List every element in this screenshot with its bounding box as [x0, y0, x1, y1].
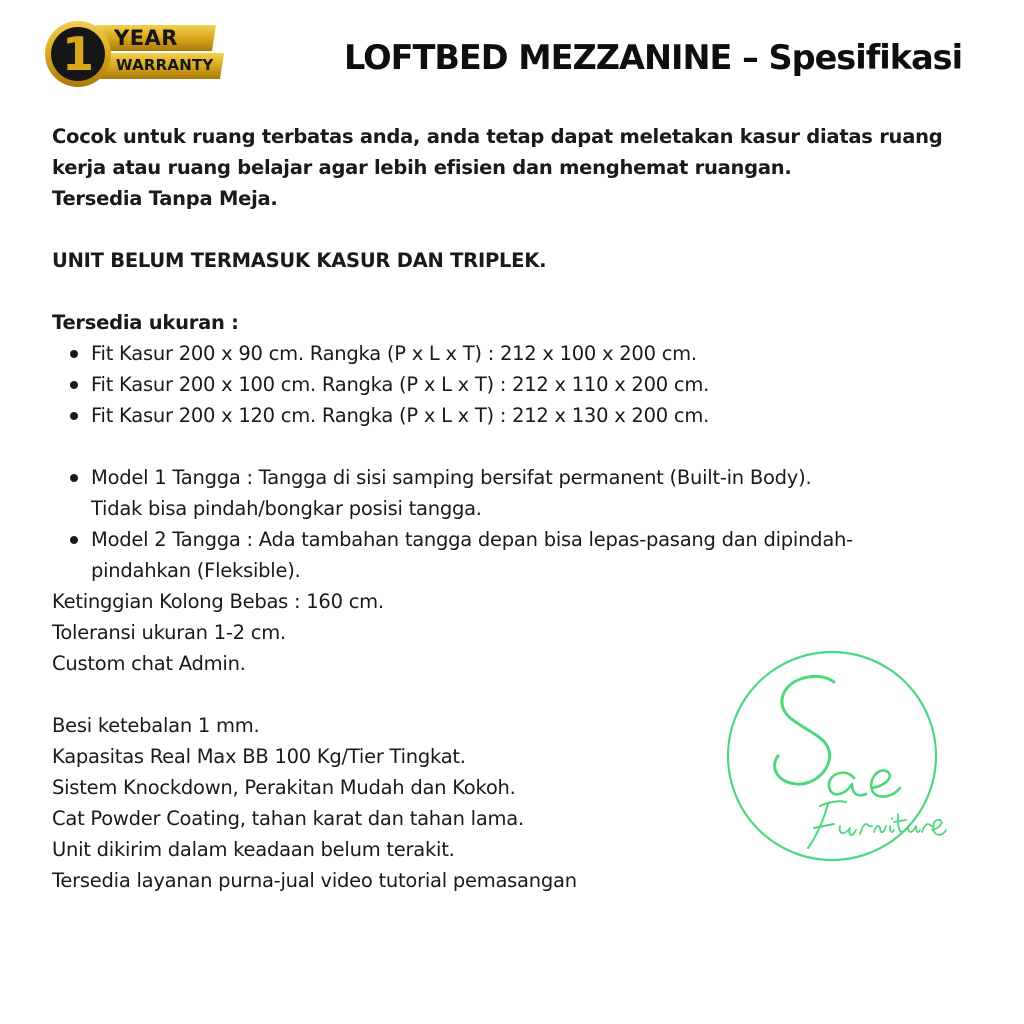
list-item: [52, 338, 982, 369]
feature-line: Unit dikirim dalam keadaan belum terakit.: [52, 838, 455, 861]
models-list: [52, 462, 982, 586]
page-title: LOFTBED MEZZANINE – Spesifikasi: [344, 38, 963, 77]
intro-line-3: Tersedia Tanpa Meja.: [52, 187, 278, 210]
warranty-badge: [44, 18, 226, 90]
spacer: [52, 214, 982, 245]
detail-line: Custom chat Admin.: [52, 652, 246, 675]
list-item: [52, 369, 982, 400]
model-2-line-2: pindahkan (Fleksible).: [91, 559, 301, 582]
warranty-year-label: YEAR: [114, 26, 178, 50]
model-1-line-2: Tidak bisa pindah/bongkar posisi tangga.: [91, 497, 482, 520]
list-item: [52, 524, 982, 586]
size-item-text: Fit Kasur 200 x 100 cm. Rangka (P x L x T) : 212 x 110 x 200 cm.: [91, 373, 710, 396]
model-2-line-1: Model 2 Tangga : Ada tambahan tangga depan bisa lepas-pasang dan dipindah-: [91, 528, 853, 551]
bullet-icon: [70, 350, 78, 358]
feature-line: Besi ketebalan 1 mm.: [52, 714, 260, 737]
list-item: [52, 400, 982, 431]
bullet-icon: [70, 536, 78, 544]
sizes-heading: Tersedia ukuran :: [52, 311, 239, 334]
feature-line: Sistem Knockdown, Perakitan Mudah dan Kokoh.: [52, 776, 516, 799]
size-item-text: Fit Kasur 200 x 90 cm. Rangka (P x L x T) : 212 x 100 x 200 cm.: [91, 342, 697, 365]
model-1-line-1: Model 1 Tangga : Tangga di sisi samping bersifat permanent (Built-in Body).: [91, 466, 812, 489]
spacer: [52, 276, 982, 307]
sizes-list: [52, 338, 982, 431]
bullet-icon: [70, 412, 78, 420]
notice-text: UNIT BELUM TERMASUK KASUR DAN TRIPLEK.: [52, 249, 547, 272]
size-item-text: Fit Kasur 200 x 120 cm. Rangka (P x L x T) : 212 x 130 x 200 cm.: [91, 404, 710, 427]
intro-line-2: kerja atau ruang belajar agar lebih efisien dan menghemat ruangan.: [52, 156, 792, 179]
list-item: [52, 462, 982, 524]
bullet-icon: [70, 381, 78, 389]
intro-line-1: Cocok untuk ruang terbatas anda, anda tetap dapat meletakan kasur diatas ruang: [52, 125, 943, 148]
feature-line: Tersedia layanan purna-jual video tutorial pemasangan: [52, 869, 577, 892]
detail-line: Toleransi ukuran 1-2 cm.: [52, 621, 286, 644]
logo-mark: [722, 648, 948, 874]
spacer: [52, 431, 982, 462]
feature-line: Cat Powder Coating, tahan karat dan tahan lama.: [52, 807, 524, 830]
warranty-number: 1: [61, 27, 94, 81]
detail-line: Ketinggian Kolong Bebas : 160 cm.: [52, 590, 384, 613]
sae-furniture-logo: [722, 648, 948, 874]
bullet-icon: [70, 474, 78, 482]
warranty-label: WARRANTY: [116, 56, 214, 74]
feature-line: Kapasitas Real Max BB 100 Kg/Tier Tingkat.: [52, 745, 466, 768]
